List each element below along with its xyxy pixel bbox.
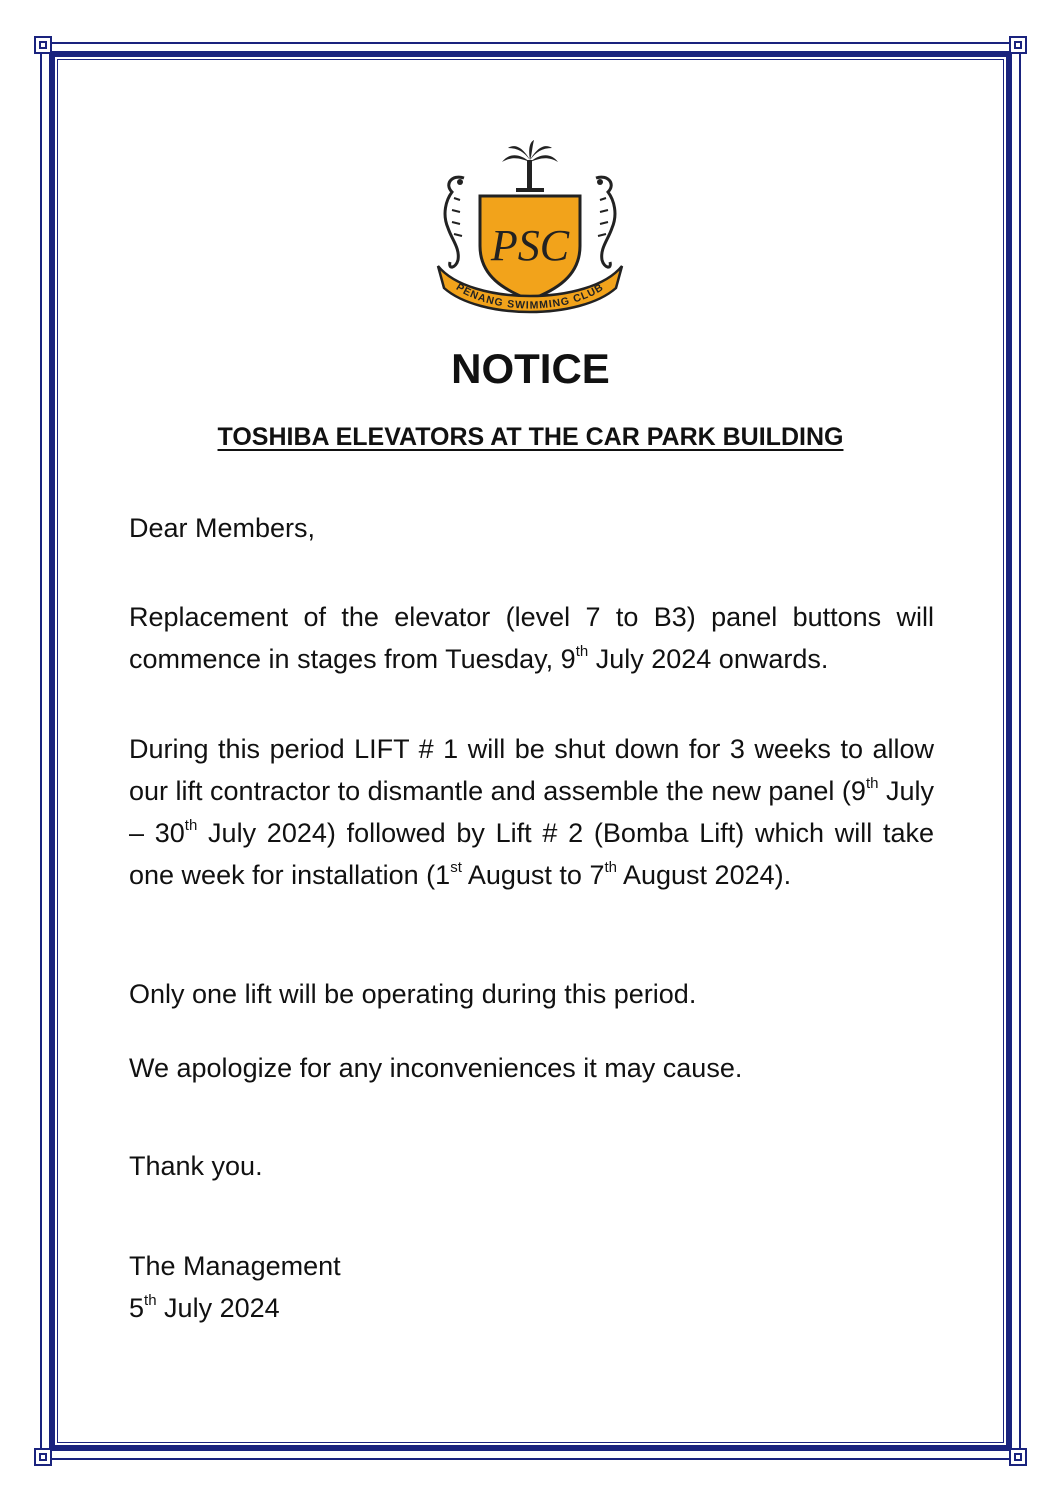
paragraph-replacement xyxy=(129,596,934,680)
corner-ornament xyxy=(1009,36,1027,54)
ordinal-suffix: th xyxy=(184,817,198,834)
ordinal-suffix: st xyxy=(450,859,462,876)
paragraph-operating: Only one lift will be operating during this period. xyxy=(129,979,697,1009)
paragraph-text: Replacement of the elevator (level 7 to B3) panel buttons will commence in stages from Tuesday, 9 xyxy=(129,602,934,674)
paragraph-shutdown xyxy=(129,728,934,896)
seahorse-icon xyxy=(445,177,464,267)
signature-sender: The Management xyxy=(129,1251,341,1281)
paragraph-text: August 2024). xyxy=(616,860,792,890)
date-text: July 2024 xyxy=(156,1293,280,1323)
paragraph-text: During this period LIFT # 1 will be shut down for 3 weeks to allow our lift contractor to dismantle and assemble the new panel (9 xyxy=(129,734,934,806)
salutation: Dear Members, xyxy=(129,513,316,543)
ordinal-suffix: th xyxy=(575,643,589,660)
corner-ornament xyxy=(34,36,52,54)
page-title: NOTICE xyxy=(451,345,610,392)
paragraph-text: July 2024) followed by Lift # 2 (Bomba Lift) which will take one week for installation (1 xyxy=(129,818,934,890)
ordinal-suffix: th xyxy=(865,775,879,792)
paragraph-text: July – 30 xyxy=(129,776,934,848)
closing-thanks: Thank you. xyxy=(129,1151,263,1181)
subtitle-text: TOSHIBA ELEVATORS AT THE CAR PARK BUILDING xyxy=(217,423,844,451)
ordinal-suffix: th xyxy=(604,859,617,876)
paragraph-text: July 2024 onwards. xyxy=(588,644,829,674)
club-logo xyxy=(430,138,630,318)
ordinal-suffix: th xyxy=(144,1292,157,1309)
paragraph-text: August to 7 xyxy=(461,860,605,890)
logo-monogram: PSC xyxy=(490,221,570,270)
seahorse-icon xyxy=(596,177,615,267)
date-text: 5 xyxy=(129,1293,145,1323)
corner-ornament xyxy=(34,1448,52,1466)
palm-tree-icon xyxy=(502,140,558,192)
signature-date xyxy=(129,1287,934,1329)
paragraph-apology: We apologize for any inconveniences it may cause. xyxy=(129,1053,743,1083)
corner-ornament xyxy=(1009,1448,1027,1466)
page-subtitle xyxy=(0,420,1061,454)
ribbon-text: PENANG SWIMMING CLUB xyxy=(453,281,607,312)
